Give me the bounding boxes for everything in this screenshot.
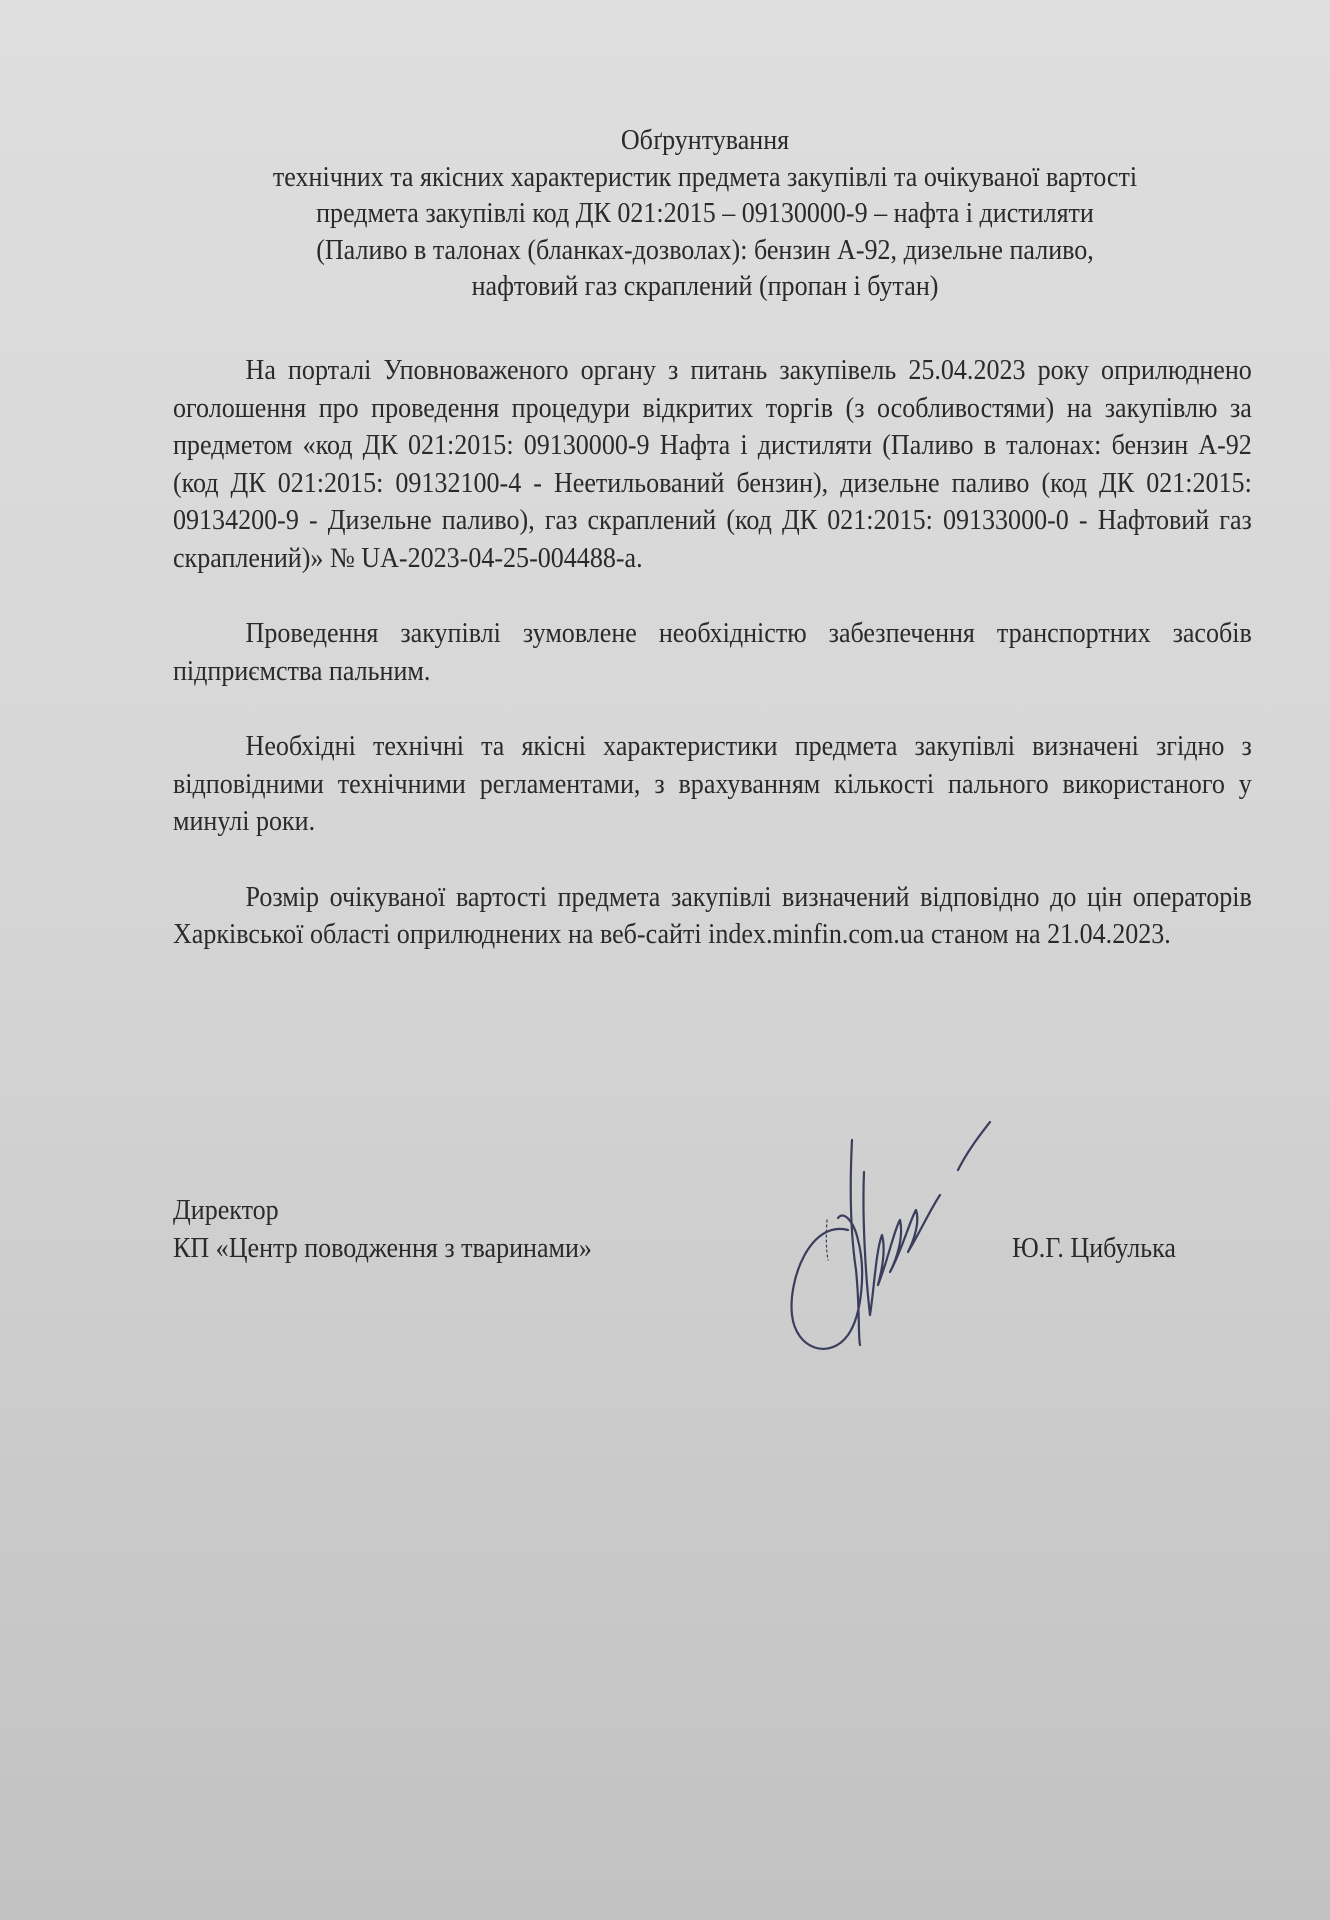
title-line-2: технічних та якісних характеристик предмета закупівлі та очікуваної вартості [272,161,1138,193]
signatory-name: Ю.Г. Цибулька [1012,1233,1176,1264]
signatory-position-block [173,1192,592,1267]
title-line-4: (Паливо в талонах (бланках-дозволах): бензин А-92, дизельне паливо, [316,234,1094,266]
title-line-5: нафтовий газ скраплений (пропан і бутан) [471,271,939,302]
handwritten-signature [770,1110,1010,1370]
paragraph-characteristics: Необхідні технічні та якісні характеристики предмета закупівлі визначені згідно з відповідними технічними регламентами, з врахуванням кількості пального використаного у минулі роки. [173,731,1252,837]
paragraph-expected-cost: Розмір очікуваної вартості предмета закупівлі визначений відповідно до цін операторів Харківської області оприлюднених на веб-сайті index.minfin.com.ua станом на 21.04.2023. [173,881,1252,950]
paragraph-reason: Проведення закупівлі зумовлене необхідністю забезпечення транспортних засобів підприємства пальним. [173,618,1252,687]
signature-flourish [958,1122,990,1170]
signature-letters [863,1172,940,1315]
document-body [173,352,1252,992]
title-line-3: предмета закупівлі код ДК 021:2015 – 09130000-9 – нафта і дистиляти [316,198,1094,229]
signature-dotted [826,1220,828,1260]
document-title [189,123,1221,306]
signatory-organization: КП «Центр поводження з тваринами» [173,1232,592,1264]
signatory-position: Директор [173,1195,279,1226]
title-line-1: Обґрунтування [620,125,790,156]
paragraph-announcement: На порталі Уповноваженого органу з питань закупівель 25.04.2023 року оприлюднено оголошення про проведення процедури відкритих торгів (з особливостями) на закупівлю за предметом «код ДК 021:2015: 09130000-9 Нафта і дистиляти (Паливо в талонах: бензин А-92 (код ДК 021:2015: 09132100-4 - Неетильований бензин), дизельне паливо (код ДК 021:2015: 09134200-9 - Дизельне паливо), газ скраплений (код ДК 021:2015: 09133000-0 - Нафтовий газ скраплений)» № UA-2023-04-25-004488-a. [173,355,1252,574]
